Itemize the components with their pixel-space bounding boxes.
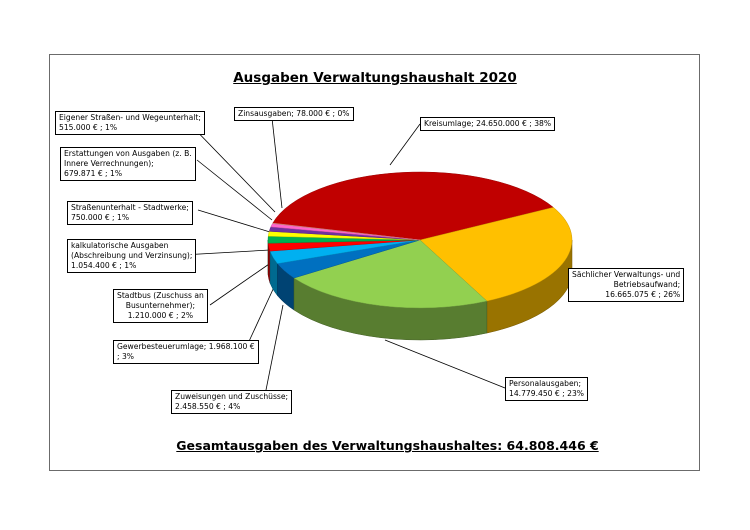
label-kreisumlage: Kreisumlage; 24.650.000 € ; 38% [420, 117, 555, 131]
label-saechlich: Sächlicher Verwaltungs- und Betriebsaufwand; 16.665.075 € ; 26% [568, 268, 684, 302]
leader-line-2 [385, 340, 505, 388]
label-kalkulatorische-ausgaben: kalkulatorische Ausgaben (Abschreibung und Verzinsung); 1.054.400 € ; 1% [67, 239, 196, 273]
pie-slices [268, 172, 572, 340]
label-erstattungen: Erstattungen von Ausgaben (z. B. Innere Verrechnungen); 679.871 € ; 1% [60, 147, 196, 181]
label-zinsausgaben: Zinsausgaben; 78.000 € ; 0% [234, 107, 354, 121]
leader-line-5 [210, 262, 272, 305]
label-stadtbus: Stadtbus (Zuschuss an Busunternehmer); 1.210.000 € ; 2% [113, 289, 208, 323]
chart-title: Ausgaben Verwaltungshaushalt 2020 [233, 70, 517, 86]
label-eigener-strassenunterhalt: Eigener Straßen- und Wegeunterhalt; 515.000 € ; 1% [55, 111, 205, 135]
label-personal: Personalausgaben; 14.779.450 € ; 23% [505, 377, 588, 401]
leader-line-7 [198, 210, 270, 232]
leader-line-8 [197, 160, 272, 220]
leader-line-0 [390, 124, 420, 165]
leader-line-3 [265, 305, 283, 395]
label-gewerbesteuerumlage: Gewerbesteuerumlage; 1.968.100 € ; 3% [113, 340, 259, 364]
label-strassenunterhalt-stadtwerke: Straßenunterhalt - Stadtwerke; 750.000 € ; 1% [67, 201, 193, 225]
leader-line-10 [272, 118, 282, 208]
chart-footer: Gesamtausgaben des Verwaltungshaushaltes: 64.808.446 € [176, 438, 599, 453]
label-zuweisungen: Zuweisungen und Zuschüsse; 2.458.550 € ; 4% [171, 390, 292, 414]
